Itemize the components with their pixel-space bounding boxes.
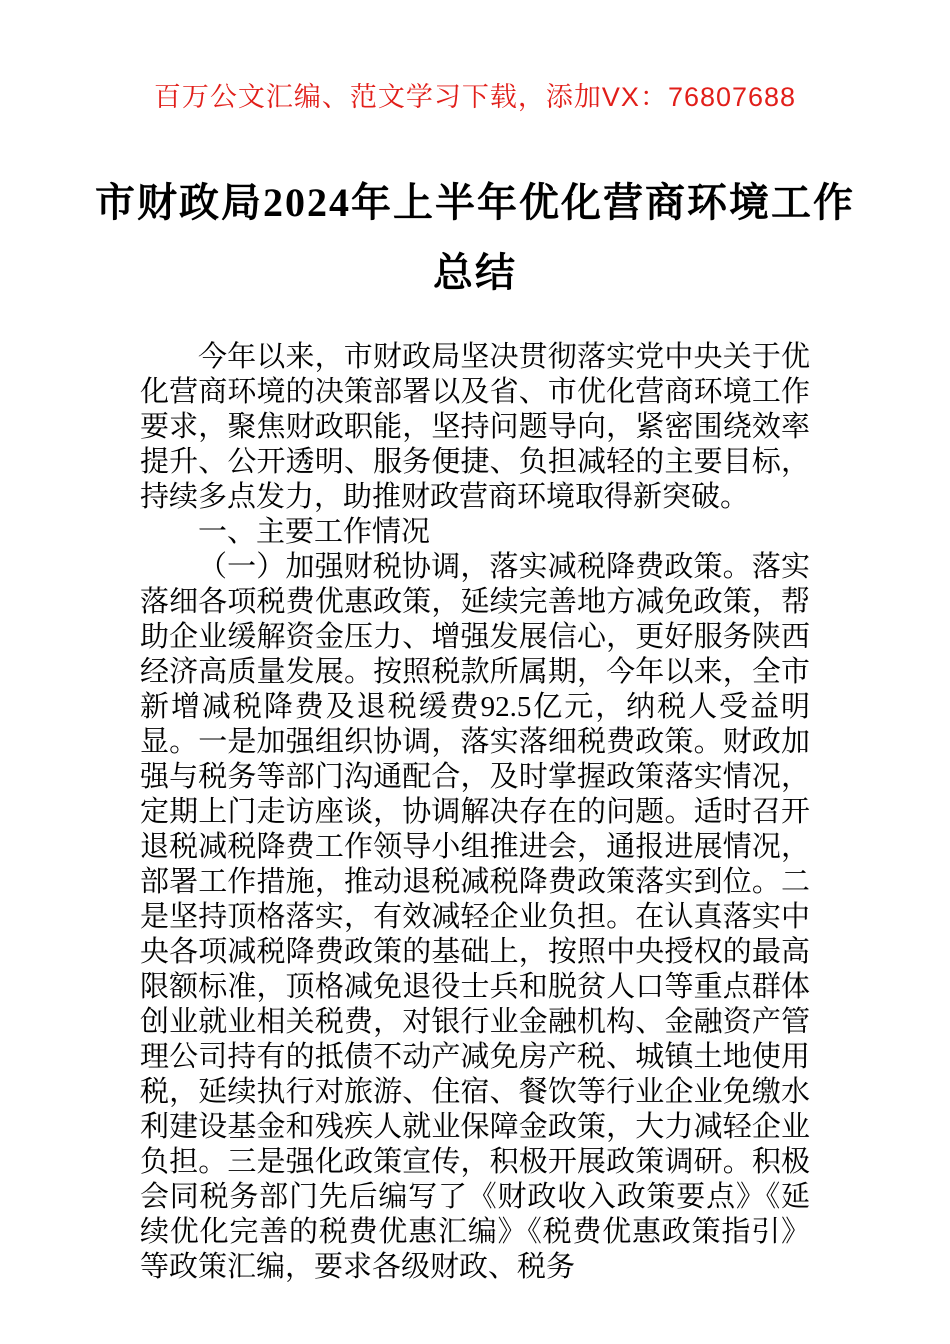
document-body — [0, 340, 950, 1285]
document-title-line-2: 总结 — [433, 250, 517, 295]
document-title — [0, 168, 950, 308]
promo-banner: 百万公文汇编、范文学习下载，添加VX：76807688 — [153, 82, 797, 112]
section-heading-main-work: 一、主要工作情况 — [198, 516, 431, 548]
paragraph-intro: 今年以来，市财政局坚决贯彻落实党中央关于优化营商环境的决策部署以及省、市优化营商环境工作要求，聚焦财政职能，坚持问题导向，紧密围绕效率提升、公开透明、服务便捷、负担减轻的主要目标，持续多点发力，助推财政营商环境取得新突破。 — [140, 341, 810, 513]
document-title-line-1: 市财政局2024年上半年优化营商环境工作 — [95, 180, 855, 225]
paragraph-section-one: （一）加强财税协调，落实减税降费政策。落实落细各项税费优惠政策，延续完善地方减免政策，帮助企业缓解资金压力、增强发展信心，更好服务陕西经济高质量发展。按照税款所属期，今年以来，全市新增减税降费及退税缓费92.5亿元，纳税人受益明显。一是加强组织协调，落实落细税费政策。财政加强与税务等部门沟通配合，及时掌握政策落实情况，定期上门走访座谈，协调解决存在的问题。适时召开退税减税降费工作领导小组推进会，通报进展情况，部署工作措施，推动退税减税降费政策落实到位。二是坚持顶格落实，有效减轻企业负担。在认真落实中央各项减税降费政策的基础上，按照中央授权的最高限额标准，顶格减免退役士兵和脱贫人口等重点群体创业就业相关税费，对银行业金融机构、金融资产管理公司持有的抵债不动产减免房产税、城镇土地使用税，延续执行对旅游、住宿、餐饮等行业企业免缴水利建设基金和残疾人就业保障金政策，大力减轻企业负担。三是强化政策宣传，积极开展政策调研。积极会同税务部门先后编写了《财政收入政策要点》《延续优化完善的税费优惠汇编》《税费优惠政策指引》等政策汇编，要求各级财政、税务 — [140, 551, 810, 1283]
